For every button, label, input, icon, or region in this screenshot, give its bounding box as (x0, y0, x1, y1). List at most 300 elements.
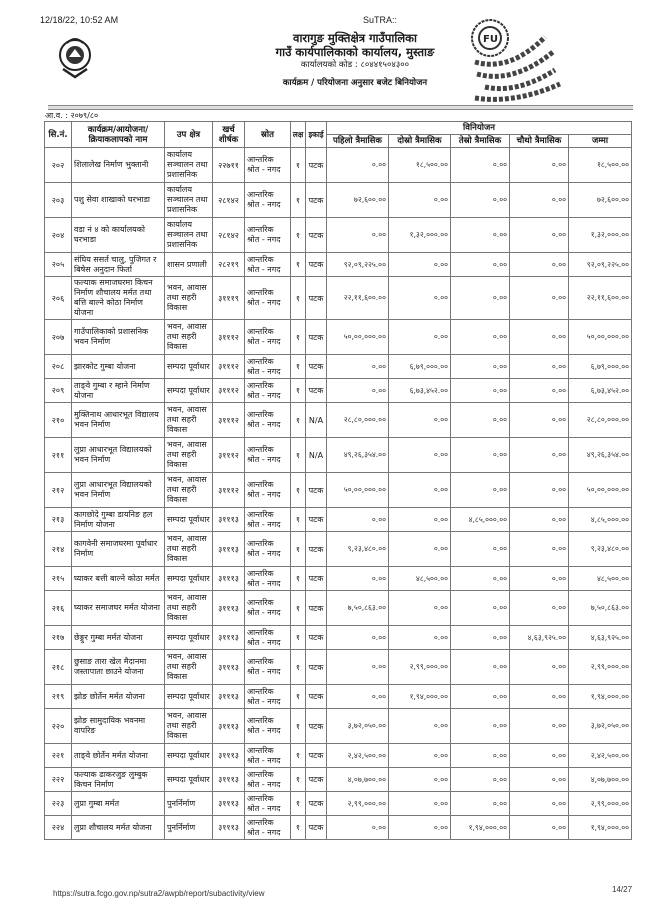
row-name: झोङ छोर्तेन मर्मत योजना (72, 685, 165, 709)
table-row (45, 183, 632, 218)
office-code: कार्यालयको कोड : ८०४४१५०४३०० (300, 60, 410, 70)
page-number: 14/27 (612, 885, 633, 894)
row-source: आन्तरिक श्रोत - नगद (245, 277, 291, 320)
row-unit: पटक (306, 744, 327, 768)
row-total: ३,७२,०५०.०० (569, 709, 632, 744)
row-expense-head: ३१११३ (213, 626, 245, 650)
row-q2: ०.०० (389, 626, 451, 650)
row-source: आन्तरिक श्रोत - नगद (245, 218, 291, 253)
row-target: १ (291, 473, 306, 508)
row-expense-head: ३१११३ (213, 709, 245, 744)
row-q2: ६,७३,४५२.०० (389, 379, 451, 403)
row-q2: ४८,५००.०० (389, 567, 451, 591)
row-total: १,३२,०००.०० (569, 218, 632, 253)
col-total: जम्मा (569, 135, 632, 148)
row-source: आन्तरिक श्रोत - नगद (245, 744, 291, 768)
row-q4: ०.०० (510, 792, 569, 816)
row-source: आन्तरिक श्रोत - नगद (245, 685, 291, 709)
row-sn: २११ (45, 438, 72, 473)
row-q1: ०.०० (327, 650, 389, 685)
row-q4: ०.०० (510, 473, 569, 508)
col-sector: उप क्षेत्र (165, 122, 213, 148)
row-q4: ०.०० (510, 403, 569, 438)
row-q3: ४,८५,०००.०० (451, 508, 510, 532)
row-total: ६,७९,०००.०० (569, 355, 632, 379)
col-sn: सि.नं. (45, 122, 72, 148)
row-q4: ०.०० (510, 183, 569, 218)
row-q3: ०.०० (451, 438, 510, 473)
row-target: १ (291, 218, 306, 253)
row-total: १८,५००.०० (569, 148, 632, 183)
nepal-emblem-icon (55, 33, 95, 81)
row-target: १ (291, 626, 306, 650)
row-target: १ (291, 591, 306, 626)
row-q3: ०.०० (451, 792, 510, 816)
row-q2: ०.०० (389, 792, 451, 816)
table-row (45, 792, 632, 816)
row-name: कागछोदे गुम्बा डायनिङ हल निर्माण योजना (72, 508, 165, 532)
row-q4: ०.०० (510, 816, 569, 840)
row-sector: भवन, आवास तथा सहरी विकास (165, 277, 213, 320)
row-sector: सम्पदा पूर्वाधार (165, 355, 213, 379)
row-q3: ०.०० (451, 744, 510, 768)
row-sector: भवन, आवास तथा सहरी विकास (165, 709, 213, 744)
row-q1: २२,११,६००.०० (327, 277, 389, 320)
row-unit: N/A (306, 438, 327, 473)
table-row (45, 744, 632, 768)
row-sn: २१९ (45, 685, 72, 709)
row-unit: N/A (306, 403, 327, 438)
row-q3: ०.०० (451, 379, 510, 403)
col-unit: इकाई (306, 122, 327, 148)
row-sector: कार्यालय सञ्चालन तथा प्रशासनिक (165, 183, 213, 218)
row-q3: ०.०० (451, 532, 510, 567)
row-source: आन्तरिक श्रोत - नगद (245, 473, 291, 508)
row-q2: ०.०० (389, 768, 451, 792)
row-q3: ०.०० (451, 218, 510, 253)
row-expense-head: ३१११३ (213, 650, 245, 685)
row-source: आन्तरिक श्रोत - नगद (245, 532, 291, 567)
row-expense-head: ३१११२ (213, 379, 245, 403)
row-source: आन्तरिक श्रोत - नगद (245, 508, 291, 532)
row-sn: २०७ (45, 320, 72, 355)
row-source: आन्तरिक श्रोत - नगद (245, 567, 291, 591)
row-q4: ०.०० (510, 744, 569, 768)
row-total: २,९९,०००.०० (569, 650, 632, 685)
row-total: ५०,००,०००.०० (569, 320, 632, 355)
row-q1: ०.०० (327, 626, 389, 650)
row-target: १ (291, 567, 306, 591)
row-unit: पटक (306, 355, 327, 379)
row-total: ५०,००,०००.०० (569, 473, 632, 508)
row-name: घ्याकर बत्ती बाल्ने कोठा मर्मत (72, 567, 165, 591)
row-name: झोङ सामुदायिक भवनमा वापरिङ (72, 709, 165, 744)
row-sector: भवन, आवास तथा सहरी विकास (165, 438, 213, 473)
row-name: मुक्तिनाथ आधारभूत विद्यालय भवन निर्माण (72, 403, 165, 438)
row-q2: ०.०० (389, 277, 451, 320)
row-q1: ०.०० (327, 508, 389, 532)
row-sector: कार्यालय सञ्चालन तथा प्रशासनिक (165, 218, 213, 253)
row-name: फल्याक ढाकरजुङ लुम्बुक किचन निर्माण (72, 768, 165, 792)
row-source: आन्तरिक श्रोत - नगद (245, 253, 291, 277)
row-total: १,९४,०००.०० (569, 816, 632, 840)
row-name: लुप्रा शौचालय मर्मत योजना (72, 816, 165, 840)
row-expense-head: २८१४२ (213, 218, 245, 253)
row-sn: २०९ (45, 379, 72, 403)
row-name: कागवेनी समाजघरमा पूर्वाधार निर्माण (72, 532, 165, 567)
row-q2: १,९४,०००.०० (389, 685, 451, 709)
row-expense-head: ३१११३ (213, 591, 245, 626)
row-unit: पटक (306, 685, 327, 709)
row-total: ७२,६००.०० (569, 183, 632, 218)
row-target: १ (291, 650, 306, 685)
table-row (45, 567, 632, 591)
row-q3: ०.०० (451, 626, 510, 650)
row-sn: २२२ (45, 768, 72, 792)
row-expense-head: २८२१९ (213, 253, 245, 277)
row-total: २२,११,६००.०० (569, 277, 632, 320)
row-source: आन्तरिक श्रोत - नगद (245, 183, 291, 218)
row-total: ४,०७,७००.०० (569, 768, 632, 792)
row-unit: पटक (306, 508, 327, 532)
row-q4: ०.०० (510, 650, 569, 685)
row-unit: पटक (306, 379, 327, 403)
row-sector: सम्पदा पूर्वाधार (165, 768, 213, 792)
row-target: १ (291, 744, 306, 768)
row-target: १ (291, 792, 306, 816)
row-q3: ०.०० (451, 473, 510, 508)
row-expense-head: ३१११२ (213, 320, 245, 355)
table-row (45, 218, 632, 253)
row-name: घ्याकर समाजघर मर्मत योजना (72, 591, 165, 626)
table-row (45, 355, 632, 379)
table-row (45, 473, 632, 508)
report-header (250, 31, 460, 88)
row-sector: सम्पदा पूर्वाधार (165, 379, 213, 403)
row-sector: सम्पदा पूर्वाधार (165, 508, 213, 532)
row-name: लुप्रा गुम्बा मर्मत (72, 792, 165, 816)
row-source: आन्तरिक श्रोत - नगद (245, 709, 291, 744)
row-total: ७,५०,८६३.०० (569, 591, 632, 626)
row-q1: ७,५०,८६३.०० (327, 591, 389, 626)
row-target: १ (291, 148, 306, 183)
row-q3: ०.०० (451, 567, 510, 591)
row-source: आन्तरिक श्रोत - नगद (245, 792, 291, 816)
row-sn: २२३ (45, 792, 72, 816)
row-name: छेङ्गुर गुम्बा मर्मत योजना (72, 626, 165, 650)
row-q4: ०.०० (510, 277, 569, 320)
col-source: स्रोत (245, 122, 291, 148)
col-q4: चौथो त्रैमासिक (510, 135, 569, 148)
row-expense-head: २८१४२ (213, 183, 245, 218)
row-q4: ०.०० (510, 508, 569, 532)
row-sector: सम्पदा पूर्वाधार (165, 744, 213, 768)
row-unit: पटक (306, 709, 327, 744)
row-q4: ०.०० (510, 709, 569, 744)
row-sn: २०६ (45, 277, 72, 320)
row-source: आन्तरिक श्रोत - नगद (245, 816, 291, 840)
row-unit: पटक (306, 320, 327, 355)
row-q2: ०.०० (389, 320, 451, 355)
row-q2: २,९९,०००.०० (389, 650, 451, 685)
row-total: २८,८०,०००.०० (569, 403, 632, 438)
col-q1: पहिलो त्रैमासिक (327, 135, 389, 148)
row-q2: ०.०० (389, 183, 451, 218)
row-q1: ७२,६००.०० (327, 183, 389, 218)
row-target: १ (291, 379, 306, 403)
row-sector: भवन, आवास तथा सहरी विकास (165, 473, 213, 508)
row-q3: ०.०० (451, 183, 510, 218)
row-target: १ (291, 438, 306, 473)
row-unit: पटक (306, 626, 327, 650)
row-q4: ०.०० (510, 532, 569, 567)
row-q3: १,९४,०००.०० (451, 816, 510, 840)
row-total: ९२,०९,२२५.०० (569, 253, 632, 277)
row-q4: ०.०० (510, 320, 569, 355)
row-total: ९,२३,४८०.०० (569, 532, 632, 567)
row-expense-head: ३१११३ (213, 532, 245, 567)
row-q3: ०.०० (451, 591, 510, 626)
row-name: गाउँपालिकाको प्रशासनिक भवन निर्माण (72, 320, 165, 355)
col-expense-head: खर्च शीर्षक (213, 122, 245, 148)
table-row (45, 253, 632, 277)
row-total: १,९४,०००.०० (569, 685, 632, 709)
row-source: आन्तरिक श्रोत - नगद (245, 626, 291, 650)
row-unit: पटक (306, 218, 327, 253)
row-sn: २१५ (45, 567, 72, 591)
row-unit: पटक (306, 650, 327, 685)
row-sn: २१६ (45, 591, 72, 626)
col-allocation: विनियोजन (327, 122, 632, 135)
row-name: वडा नं ४ को कार्यालयको घरभाडा (72, 218, 165, 253)
col-name: कार्यक्रम/आयोजना/ क्रियाकलापको नाम (72, 122, 165, 148)
row-name: छुसाङ तारा खेल मैदानमा जस्तापाता छाउने योजना (72, 650, 165, 685)
row-unit: पटक (306, 816, 327, 840)
row-expense-head: ३१११२ (213, 355, 245, 379)
row-sn: २१७ (45, 626, 72, 650)
row-sector: भवन, आवास तथा सहरी विकास (165, 650, 213, 685)
row-name: लुप्रा आधारभूत विद्यालयको भवन निर्माण (72, 438, 165, 473)
table-row (45, 148, 632, 183)
row-expense-head: ३१११३ (213, 744, 245, 768)
row-unit: पटक (306, 567, 327, 591)
row-source: आन्तरिक श्रोत - नगद (245, 438, 291, 473)
table-row (45, 438, 632, 473)
row-unit: पटक (306, 183, 327, 218)
row-total: २,९९,०००.०० (569, 792, 632, 816)
row-q2: ०.०० (389, 438, 451, 473)
row-sector: भवन, आवास तथा सहरी विकास (165, 403, 213, 438)
row-q3: ०.०० (451, 650, 510, 685)
office-seal-icon (455, 12, 570, 102)
row-source: आन्तरिक श्रोत - नगद (245, 768, 291, 792)
table-row (45, 277, 632, 320)
row-q2: ०.०० (389, 508, 451, 532)
row-q1: ०.०० (327, 218, 389, 253)
row-q2: १८,५००.०० (389, 148, 451, 183)
row-total: २,४२,५००.०० (569, 744, 632, 768)
row-sn: २०८ (45, 355, 72, 379)
row-q2: ०.०० (389, 473, 451, 508)
budget-allocation-table (44, 121, 632, 840)
row-sn: २०४ (45, 218, 72, 253)
row-sn: २०५ (45, 253, 72, 277)
row-q4: ०.०० (510, 218, 569, 253)
row-source: आन्तरिक श्रोत - नगद (245, 320, 291, 355)
row-unit: पटक (306, 792, 327, 816)
row-q1: ०.०० (327, 685, 389, 709)
row-q2: ०.०० (389, 709, 451, 744)
row-q2: ०.०० (389, 744, 451, 768)
row-sn: २२४ (45, 816, 72, 840)
row-q1: २८,८०,०००.०० (327, 403, 389, 438)
table-row (45, 650, 632, 685)
row-expense-head: २२७११ (213, 148, 245, 183)
svg-text:FU: FU (483, 34, 498, 45)
header-divider (48, 105, 633, 110)
row-expense-head: ३१११३ (213, 685, 245, 709)
row-sn: २१० (45, 403, 72, 438)
row-expense-head: ३१११३ (213, 792, 245, 816)
row-source: आन्तरिक श्रोत - नगद (245, 403, 291, 438)
table-row (45, 685, 632, 709)
row-expense-head: ३१११२ (213, 473, 245, 508)
row-q2: १,३२,०००.०० (389, 218, 451, 253)
row-expense-head: ३१११३ (213, 567, 245, 591)
table-row (45, 768, 632, 792)
row-sector: भवन, आवास तथा सहरी विकास (165, 532, 213, 567)
row-q4: ४,६३,९२५.०० (510, 626, 569, 650)
row-q2: ०.०० (389, 253, 451, 277)
row-source: आन्तरिक श्रोत - नगद (245, 379, 291, 403)
col-q3: तेस्रो त्रैमासिक (451, 135, 510, 148)
row-q3: ०.०० (451, 768, 510, 792)
row-q1: २,९९,०००.०० (327, 792, 389, 816)
row-source: आन्तरिक श्रोत - नगद (245, 650, 291, 685)
table-row (45, 320, 632, 355)
row-q1: ३,७२,०५०.०० (327, 709, 389, 744)
row-q1: ९,२३,४८०.०० (327, 532, 389, 567)
row-sn: २२१ (45, 744, 72, 768)
row-q4: ०.०० (510, 768, 569, 792)
row-q2: ६,७९,०००.०० (389, 355, 451, 379)
row-name: शिलालेख निर्माण भुक्तानी (72, 148, 165, 183)
row-q1: ०.०० (327, 355, 389, 379)
table-row (45, 508, 632, 532)
row-q1: ५०,००,०००.०० (327, 473, 389, 508)
row-q3: ०.०० (451, 355, 510, 379)
row-unit: पटक (306, 277, 327, 320)
row-q4: ०.०० (510, 379, 569, 403)
row-expense-head: ३१११३ (213, 508, 245, 532)
row-q4: ०.०० (510, 355, 569, 379)
row-sn: २१३ (45, 508, 72, 532)
row-expense-head: ३१११३ (213, 768, 245, 792)
row-q3: ०.०० (451, 685, 510, 709)
fiscal-year: आ.व. : २०७९/८० (45, 111, 99, 120)
row-q4: ०.०० (510, 253, 569, 277)
print-site-title: SuTRA:: (362, 15, 398, 25)
row-q1: ०.०० (327, 148, 389, 183)
row-target: १ (291, 768, 306, 792)
row-unit: पटक (306, 148, 327, 183)
row-name: झारकोट गुम्बा योजना (72, 355, 165, 379)
row-q3: ०.०० (451, 320, 510, 355)
row-q3: ०.०० (451, 709, 510, 744)
row-q3: ०.०० (451, 253, 510, 277)
row-q4: ०.०० (510, 567, 569, 591)
row-q2: ०.०० (389, 591, 451, 626)
row-target: १ (291, 183, 306, 218)
row-q1: ४९,२६,३५४.०० (327, 438, 389, 473)
col-target: लक्ष (291, 122, 306, 148)
table-row (45, 591, 632, 626)
row-q1: ४,०७,७००.०० (327, 768, 389, 792)
row-sn: २१८ (45, 650, 72, 685)
col-q2: दोस्रो त्रैमासिक (389, 135, 451, 148)
row-unit: पटक (306, 768, 327, 792)
row-total: ६,७३,४५२.०० (569, 379, 632, 403)
row-q1: ९२,०९,२२५.०० (327, 253, 389, 277)
row-unit: पटक (306, 253, 327, 277)
row-name: संघिय ससर्त चालु, पुजिगत र बिषेस अनुदान फिर्ता (72, 253, 165, 277)
row-sector: पुनर्निर्माण (165, 816, 213, 840)
print-datetime: 12/18/22, 10:52 AM (40, 15, 119, 25)
row-target: १ (291, 355, 306, 379)
row-q3: ०.०० (451, 148, 510, 183)
row-target: १ (291, 320, 306, 355)
row-expense-head: ३१११२ (213, 403, 245, 438)
row-sector: सम्पदा पूर्वाधार (165, 567, 213, 591)
row-expense-head: ३१११२ (213, 438, 245, 473)
row-sector: शासन प्रणाली (165, 253, 213, 277)
row-unit: पटक (306, 473, 327, 508)
row-sector: कार्यालय सञ्चालन तथा प्रशासनिक (165, 148, 213, 183)
row-sn: २०२ (45, 148, 72, 183)
row-target: १ (291, 403, 306, 438)
row-q3: ०.०० (451, 277, 510, 320)
row-source: आन्तरिक श्रोत - नगद (245, 148, 291, 183)
office-name: गाउँ कार्यपालिकाको कार्यालय, मुस्ताङ (275, 45, 435, 59)
row-q1: ०.०० (327, 816, 389, 840)
row-q4: ०.०० (510, 591, 569, 626)
row-total: ४,६३,९२५.०० (569, 626, 632, 650)
table-row (45, 816, 632, 840)
row-total: ४९,२६,३५४.०० (569, 438, 632, 473)
row-name: लुप्रा आधारभूत विद्यालयको भवन निर्माण (72, 473, 165, 508)
table-row (45, 532, 632, 567)
report-title: कार्यक्रम / परियोजना अनुसार बजेट बिनियोजन (282, 78, 428, 88)
row-unit: पटक (306, 591, 327, 626)
row-q2: ०.०० (389, 532, 451, 567)
row-q4: ०.०० (510, 685, 569, 709)
row-source: आन्तरिक श्रोत - नगद (245, 591, 291, 626)
table-row (45, 379, 632, 403)
row-target: १ (291, 277, 306, 320)
row-sector: सम्पदा पूर्वाधार (165, 685, 213, 709)
row-sector: भवन, आवास तथा सहरी विकास (165, 591, 213, 626)
row-expense-head: ३१११३ (213, 816, 245, 840)
row-q4: ०.०० (510, 438, 569, 473)
row-unit: पटक (306, 532, 327, 567)
row-name: ताङ्वे छोर्तेन मर्मत योजना (72, 744, 165, 768)
row-name: ताङ्वे गुम्बा र म्हाने निर्माण योजना (72, 379, 165, 403)
footer-url: https://sutra.fcgo.gov.np/sutra2/awpb/report/subactivity/view (53, 889, 265, 898)
row-source: आन्तरिक श्रोत - नगद (245, 355, 291, 379)
row-name: पशु सेवा शाखाको घरभाडा (72, 183, 165, 218)
row-target: १ (291, 532, 306, 567)
row-target: १ (291, 253, 306, 277)
